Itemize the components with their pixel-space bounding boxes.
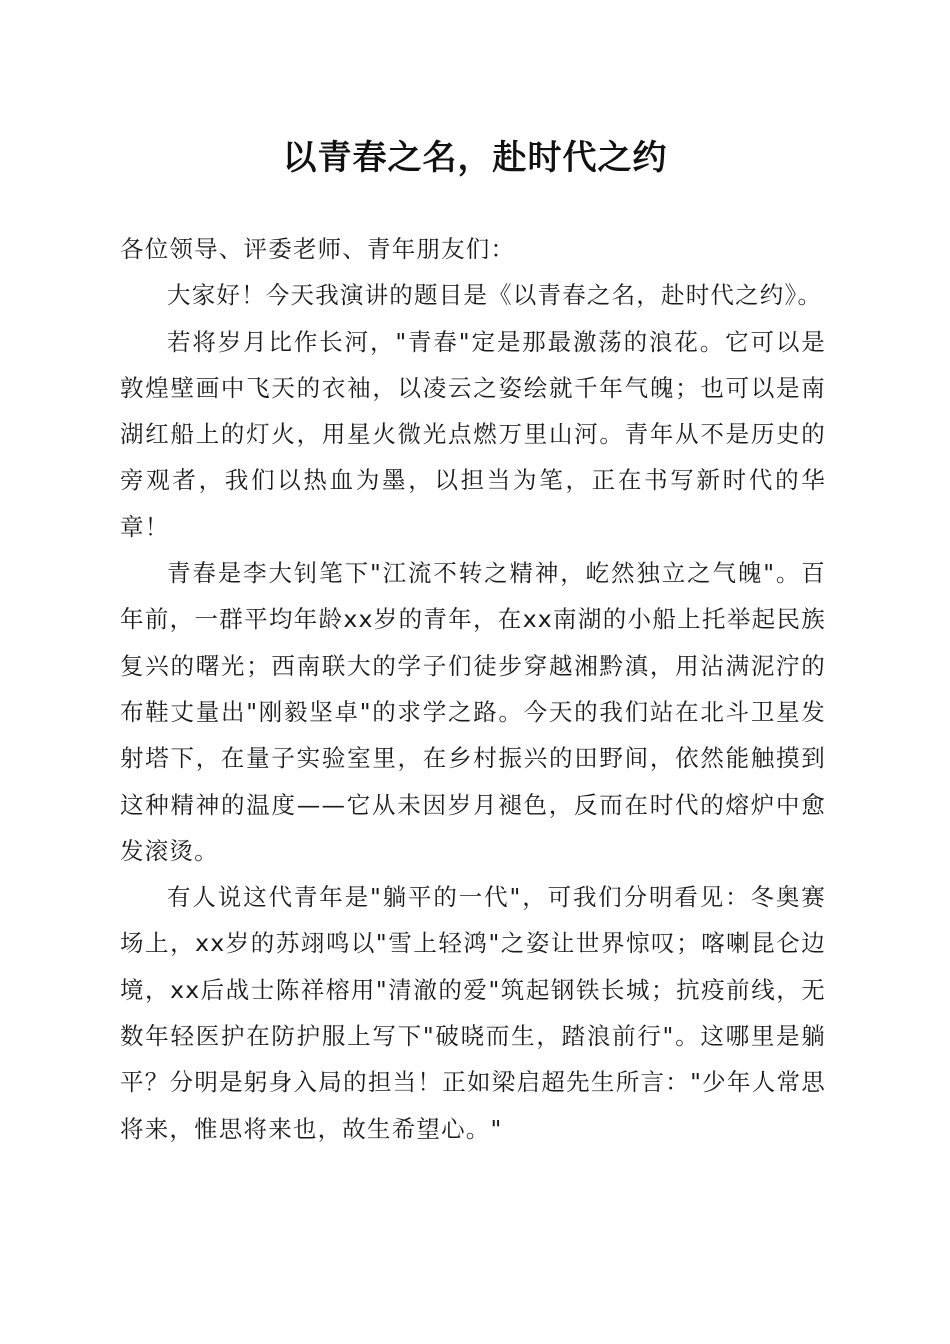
paragraph-youth-responsibility: 有人说这代青年是"躺平的一代"，可我们分明看见：冬奥赛场上，xx岁的苏翊鸣以"雪上轻鸿"之姿让世界惊叹；喀喇昆仑边境，xx后战士陈祥榕用"清澈的爱"筑起钢铁长城；抗疫前线，无数年轻医护在防护服上写下"破晓而生，踏浪前行"。这哪里是躺平？分明是躬身入局的担当！正如梁启超先生所言："少年人常思将来，惟思将来也，故生希望心。" bbox=[120, 883, 826, 1143]
paragraph-youth-river: 若将岁月比作长河，"青春"定是那最激荡的浪花。它可以是敦煌壁画中飞天的衣袖，以凌云之姿绘就千年气魄；也可以是南湖红船上的灯火，用星火微光点燃万里山河。青年从不是历史的旁观者，我们以热血为墨，以担当为笔，正在书写新时代的华章！ bbox=[120, 327, 826, 541]
paragraph-youth-spirit: 青春是李大钊笔下"江流不转之精神，屹然独立之气魄"。百年前，一群平均年龄xx岁的青年，在xx南湖的小船上托举起民族复兴的曙光；西南联大的学子们徒步穿越湘黔滇，用沾满泥泞的布鞋丈量出"刚毅坚卓"的求学之路。今天的我们站在北斗卫星发射塔下，在量子实验室里，在乡村振兴的田野间，依然能触摸到这种精神的温度——它从未因岁月褪色，反而在时代的熔炉中愈发滚烫。 bbox=[120, 559, 826, 865]
document-body bbox=[120, 226, 826, 1152]
salutation: 各位领导、评委老师、青年朋友们： bbox=[120, 235, 516, 263]
document-title: 以青春之名，赴时代之约 bbox=[282, 138, 668, 178]
paragraph-greeting: 大家好！今天我演讲的题目是《以青春之名，赴时代之约》。 bbox=[167, 281, 823, 310]
